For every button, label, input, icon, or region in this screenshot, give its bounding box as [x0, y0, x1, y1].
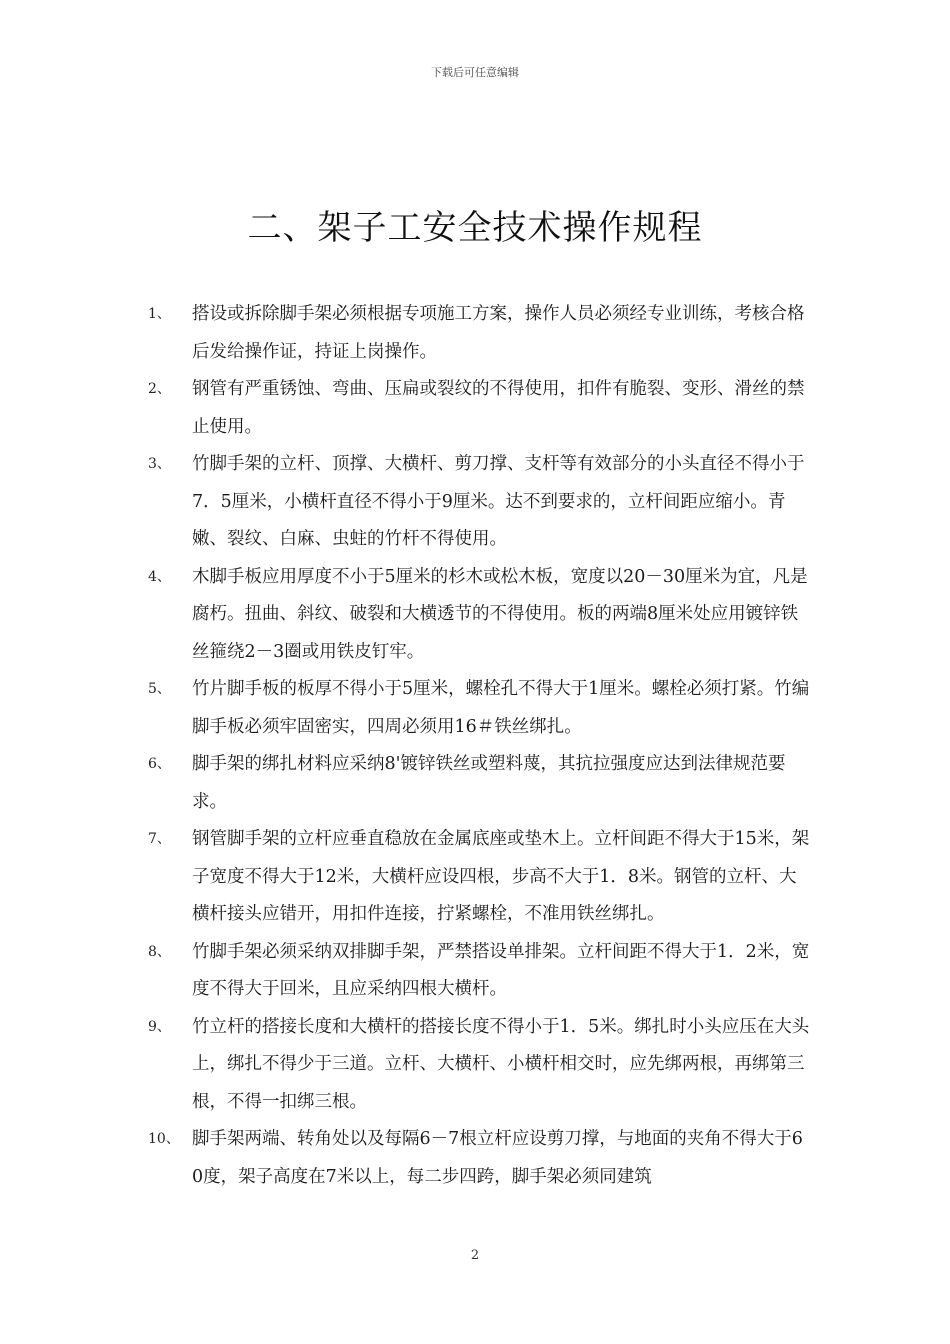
- item-text: 搭设或拆除脚手架必须根据专项施工方案，操作人员必须经专业训练，考核合格后发给操作证，持证上岗操作。: [192, 304, 805, 362]
- list-item: [0, 296, 950, 371]
- rules-list: [0, 296, 950, 1196]
- item-text: 脚手架的绑扎材料应采纳8'镀锌铁丝或塑料蔑，其抗拉强度应达到法律规范要求。: [192, 754, 786, 812]
- item-number: 4、: [148, 568, 171, 585]
- page-title: 二、架子工安全技术操作规程: [247, 208, 703, 248]
- item-number: 3、: [148, 456, 171, 472]
- list-item: [0, 1121, 950, 1196]
- item-text: 脚手架两端、转角处以及每隔6－7根立杆应设剪刀撑，与地面的夹角不得大于60度，架子高度在7米以上，每二步四跨，脚手架必须同建筑: [192, 1129, 803, 1187]
- item-text: 竹脚手架的立杆、顶撑、大横杆、剪刀撑、支杆等有效部分的小头直径不得小于7．5厘米，小横杆直径不得小于9厘米。达不到要求的，立杆间距应缩小。青嫩、裂纹、白麻、虫蛀的竹杆不得使用。: [192, 454, 805, 549]
- list-item: [0, 1009, 950, 1122]
- list-item: [0, 746, 950, 821]
- item-number: 1、: [148, 306, 171, 322]
- item-text: 木脚手板应用厚度不小于5厘米的杉木或松木板，宽度以20－30厘米为宜，凡是腐朽。扭曲、斜纹、破裂和大横透节的不得使用。板的两端8厘米处应用镀锌铁丝箍绕2－3圈或用铁皮钉牢。: [192, 566, 808, 662]
- item-number: 7、: [148, 831, 171, 847]
- item-number: 5、: [148, 681, 171, 697]
- list-item: [0, 446, 950, 559]
- list-item: [0, 671, 950, 746]
- item-number: 8、: [148, 943, 171, 960]
- item-number: 2、: [148, 381, 171, 397]
- item-number: 9、: [148, 1018, 171, 1035]
- item-text: 钢管脚手架的立杆应垂直稳放在金属底座或垫木上。立杆间距不得大于15米，架子宽度不得大于12米，大横杆应设四根，步高不大于1．8米。钢管的立杆、大横杆接头应错开，用扣件连接，拧紧螺栓，不准用铁丝绑扎。: [192, 829, 810, 924]
- item-number: 10、: [148, 1131, 180, 1147]
- list-item: [0, 821, 950, 934]
- list-item: [0, 371, 950, 446]
- item-text: 竹片脚手板的板厚不得小于5厘米，螺栓孔不得大于1厘米。螺栓必须打紧。竹编脚手板必须牢固密实，四周必须用16＃铁丝绑扎。: [192, 679, 810, 737]
- item-text: 竹脚手架必须采纳双排脚手架，严禁搭设单排架。立杆间距不得大于1．2米，宽度不得大于回米，且应采纳四根大横杆。: [192, 941, 810, 999]
- item-text: 竹立杆的搭接长度和大横杆的搭接长度不得小于1．5米。绑扎时小头应压在大头上，绑扎不得少于三道。立杆、大横杆、小横杆相交时，应先绑两根，再绑第三根，不得一扣绑三根。: [192, 1016, 810, 1112]
- item-number: 6、: [148, 756, 171, 772]
- page-number: 2: [470, 1248, 480, 1263]
- list-item: [0, 559, 950, 672]
- list-item: [0, 934, 950, 1009]
- page-header: 下载后可任意编辑: [431, 66, 519, 79]
- item-text: 钢管有严重锈蚀、弯曲、压扁或裂纹的不得使用，扣件有脆裂、变形、滑丝的禁止使用。: [192, 379, 805, 437]
